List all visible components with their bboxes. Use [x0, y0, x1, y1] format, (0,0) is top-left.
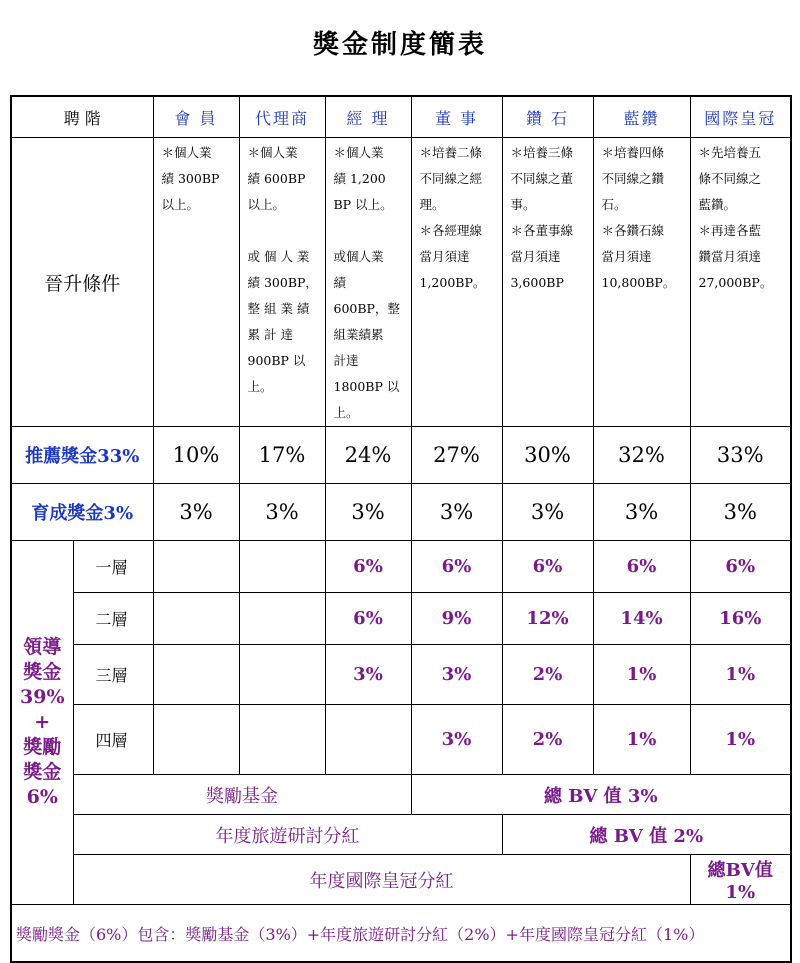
- condition-line: ＊各經理線: [419, 223, 483, 238]
- level-value: 6%: [502, 541, 593, 593]
- condition-line: ＊再達各藍: [698, 223, 762, 238]
- rank-header: 國際皇冠: [690, 96, 791, 138]
- rank-header: 鑽 石: [502, 96, 593, 138]
- condition-line: 石。: [601, 197, 627, 212]
- level-value: [239, 593, 325, 645]
- leadership-label-line: 領導: [23, 636, 62, 658]
- condition-line: 當月須達: [419, 249, 470, 264]
- rank-header: 經 理: [325, 96, 411, 138]
- reward-fund-value: 總 BV 值 3%: [411, 775, 791, 815]
- level-value: 2%: [502, 705, 593, 775]
- rank-header: 藍鑽: [593, 96, 690, 138]
- condition-line: ＊個人業: [247, 145, 298, 160]
- recommend-value: 32%: [593, 427, 690, 484]
- footnote: 獎勵獎金（6%）包含：獎勵基金（3%）+年度旅遊研討分紅（2%）+年度國際皇冠分紅（1%）: [11, 905, 791, 963]
- condition-line: 績 1,200: [333, 171, 386, 186]
- promotion-row: [11, 138, 791, 427]
- recommend-value: 24%: [325, 427, 411, 484]
- level-value: 2%: [502, 645, 593, 705]
- leadership-row: [11, 593, 791, 645]
- nurture-value: 3%: [502, 484, 593, 541]
- level-value: 16%: [690, 593, 791, 645]
- promotion-condition: [593, 138, 690, 427]
- page-title: 獎金制度簡表: [312, 30, 487, 60]
- recommend-value: 27%: [411, 427, 502, 484]
- leadership-label-line: +: [34, 711, 51, 733]
- nurture-value: 3%: [593, 484, 690, 541]
- condition-line: 或 個 人 業: [247, 249, 310, 264]
- promotion-condition: [325, 138, 411, 427]
- condition-line: ＊先培養五: [698, 145, 762, 160]
- crown-value-line: 總BV值: [707, 860, 773, 881]
- leadership-label-line: 獎金: [23, 761, 62, 783]
- recommend-value: 33%: [690, 427, 791, 484]
- promotion-label: 晉升條件: [11, 138, 153, 427]
- rank-header: 董 事: [411, 96, 502, 138]
- level-value: 1%: [593, 705, 690, 775]
- condition-line: 1,200BP。: [419, 275, 486, 290]
- condition-line: 累 計 達: [247, 327, 293, 342]
- crown-row: [11, 855, 791, 905]
- condition-line: 績 300BP: [161, 171, 220, 186]
- reward-fund-row: [11, 775, 791, 815]
- condition-line: 藍鑽。: [698, 197, 737, 212]
- condition-line: 當月須達: [601, 249, 652, 264]
- condition-line: 1800BP 以: [333, 379, 400, 394]
- recommend-value: 17%: [239, 427, 325, 484]
- condition-line: 績: [333, 275, 347, 290]
- condition-line: 900BP 以: [247, 353, 306, 368]
- leadership-label-line: 6%: [26, 786, 58, 808]
- recommend-value: 10%: [153, 427, 239, 484]
- rank-header: 會 員: [153, 96, 239, 138]
- condition-line: 條不同線之: [698, 171, 762, 186]
- level-value: 3%: [411, 705, 502, 775]
- level-value: 1%: [593, 645, 690, 705]
- condition-line: ＊培養二條: [419, 145, 483, 160]
- promotion-condition: [502, 138, 593, 427]
- crown-label: 年度國際皇冠分紅: [73, 855, 690, 905]
- condition-line: 整 組 業 績: [247, 301, 310, 316]
- promotion-condition: [411, 138, 502, 427]
- level-value: [153, 645, 239, 705]
- promotion-condition: [690, 138, 791, 427]
- nurture-value: 3%: [239, 484, 325, 541]
- condition-line: 以上。: [161, 197, 200, 212]
- condition-line: ＊培養四條: [601, 145, 665, 160]
- level-value: 1%: [690, 705, 791, 775]
- leadership-row: [11, 705, 791, 775]
- condition-line: 事。: [510, 197, 536, 212]
- condition-line: ＊個人業: [161, 145, 212, 160]
- level-value: 9%: [411, 593, 502, 645]
- leadership-row: [11, 541, 791, 593]
- level-name: 一層: [73, 541, 153, 593]
- level-name: 三層: [73, 645, 153, 705]
- level-value: [239, 541, 325, 593]
- crown-value-line: 1%: [725, 882, 756, 903]
- level-value: [325, 705, 411, 775]
- leadership-label-line: 獎金: [23, 661, 62, 683]
- condition-line: 計達: [333, 353, 359, 368]
- crown-value: [690, 855, 791, 905]
- travel-row: [11, 815, 791, 855]
- condition-line: 鑽當月須達: [698, 249, 762, 264]
- level-value: [153, 541, 239, 593]
- nurture-value: 3%: [411, 484, 502, 541]
- condition-line: 不同線之經: [419, 171, 483, 186]
- condition-line: BP 以上。: [333, 197, 393, 212]
- condition-line: 不同線之鑽: [601, 171, 665, 186]
- condition-line: 績 600BP: [247, 171, 306, 186]
- condition-line: 上。: [247, 379, 273, 394]
- header-row: [11, 96, 791, 138]
- recommend-value: 30%: [502, 427, 593, 484]
- leadership-label-line: 39%: [20, 686, 65, 708]
- travel-value: 總 BV 值 2%: [502, 815, 791, 855]
- level-value: 3%: [411, 645, 502, 705]
- condition-gap: [248, 218, 321, 244]
- level-value: 6%: [411, 541, 502, 593]
- level-name: 四層: [73, 705, 153, 775]
- condition-line: 不同線之董: [510, 171, 574, 186]
- level-value: [239, 705, 325, 775]
- promotion-condition: [239, 138, 325, 427]
- condition-line: 當月須達: [510, 249, 561, 264]
- level-value: 14%: [593, 593, 690, 645]
- nurture-value: 3%: [325, 484, 411, 541]
- level-value: 6%: [690, 541, 791, 593]
- condition-line: ＊個人業: [333, 145, 384, 160]
- level-value: [153, 593, 239, 645]
- condition-line: ＊各董事線: [510, 223, 574, 238]
- footnote-row: [11, 905, 791, 963]
- nurture-label: 育成獎金3%: [11, 484, 153, 541]
- level-value: 6%: [325, 541, 411, 593]
- level-name: 二層: [73, 593, 153, 645]
- condition-line: 理。: [419, 197, 445, 212]
- level-value: [153, 705, 239, 775]
- condition-line: 組業績累: [333, 327, 384, 342]
- level-value: [239, 645, 325, 705]
- nurture-row: [11, 484, 791, 541]
- level-value: 3%: [325, 645, 411, 705]
- condition-line: 3,600BP: [510, 275, 564, 290]
- bonus-table: [10, 95, 792, 963]
- rank-label: 聘 階: [11, 96, 153, 138]
- rank-header: 代理商: [239, 96, 325, 138]
- level-value: 1%: [690, 645, 791, 705]
- nurture-value: 3%: [153, 484, 239, 541]
- condition-line: 27,000BP。: [698, 275, 773, 290]
- leadership-label-line: 獎勵: [23, 736, 62, 758]
- condition-line: 上。: [333, 405, 359, 420]
- condition-line: 績 300BP，: [247, 275, 318, 290]
- condition-line: 或個人業: [333, 249, 384, 264]
- level-value: 6%: [593, 541, 690, 593]
- nurture-value: 3%: [690, 484, 791, 541]
- recommend-label: 推薦獎金33%: [11, 427, 153, 484]
- condition-line: ＊各鑽石線: [601, 223, 665, 238]
- level-value: 6%: [325, 593, 411, 645]
- leadership-row: [11, 645, 791, 705]
- condition-line: ＊培養三條: [510, 145, 574, 160]
- recommend-row: [11, 427, 791, 484]
- travel-label: 年度旅遊研討分紅: [73, 815, 502, 855]
- condition-line: 以上。: [247, 197, 286, 212]
- condition-gap: [334, 218, 407, 244]
- reward-fund-label: 獎勵基金: [73, 775, 411, 815]
- condition-line: 600BP，整: [333, 301, 400, 316]
- level-value: 12%: [502, 593, 593, 645]
- promotion-condition: [153, 138, 239, 427]
- condition-line: 10,800BP。: [601, 275, 676, 290]
- leadership-label: [11, 541, 73, 905]
